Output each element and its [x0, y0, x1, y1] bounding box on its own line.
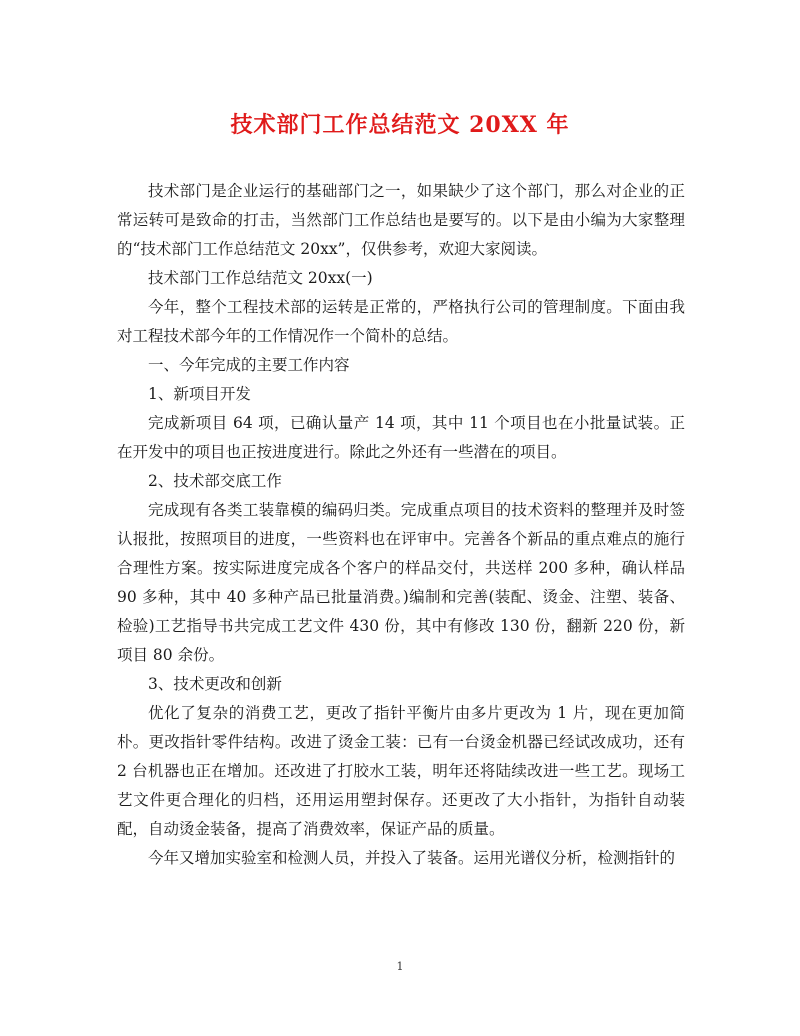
document-body	[117, 177, 685, 873]
document-title: 技术部门工作总结范文 20XX 年	[230, 112, 570, 138]
body-paragraph: 优化了复杂的消费工艺，更改了指针平衡片由多片更改为 1 片，现在更加简朴。更改指针零件结构。改进了烫金工装：已有一台烫金机器已经试改成功，还有 2 台机器也正在增加。还改进了打胶水工装，明年还将陆续改进一些工艺。现场工艺文件更合理化的归档，还用运用塑封保存。还更改了大小指针，为指针自动装配，自动烫金装备，提高了消费效率，保证产品的质量。	[117, 704, 685, 838]
body-paragraph: 完成新项目 64 项，已确认量产 14 项，其中 11 个项目也在小批量试装。正在开发中的项目也正按进度进行。除此之外还有一些潜在的项目。	[117, 414, 685, 461]
section-heading: 技术部门工作总结范文 20xx(一)	[148, 269, 373, 287]
subsection-heading: 3、技术更改和创新	[148, 675, 282, 693]
body-paragraph: 完成现有各类工装靠模的编码归类。完成重点项目的技术资料的整理并及时签认报批，按照项目的进度，一些资料也在评审中。完善各个新品的重点难点的施行合理性方案。按实际进度完成各个客户的样品交付，共送样 200 多种，确认样品 90 多种，其中 40 多种产品已批量消费。)编制和完善(装配、烫金、注塑、装备、检验)工艺指导书共完成工艺文件 430 份，其中有修改 130 份，翻新 220 份，新项目 80 余份。	[117, 501, 685, 664]
section-heading: 一、今年完成的主要工作内容	[148, 356, 350, 374]
page-number: 1	[396, 960, 404, 973]
subsection-heading: 2、技术部交底工作	[148, 472, 282, 490]
body-paragraph: 今年，整个工程技术部的运转是正常的，严格执行公司的管理制度。下面由我对工程技术部今年的工作情况作一个简朴的总结。	[117, 298, 685, 345]
subsection-heading: 1、新项目开发	[148, 385, 251, 403]
body-paragraph: 今年又增加实验室和检测人员，并投入了装备。运用光谱仪分析，检测指针的	[148, 849, 676, 867]
intro-paragraph: 技术部门是企业运行的基础部门之一，如果缺少了这个部门，那么对企业的正常运转可是致命的打击，当然部门工作总结也是要写的。以下是由小编为大家整理的“技术部门工作总结范文 20xx”，仅供参考，欢迎大家阅读。	[117, 182, 685, 258]
